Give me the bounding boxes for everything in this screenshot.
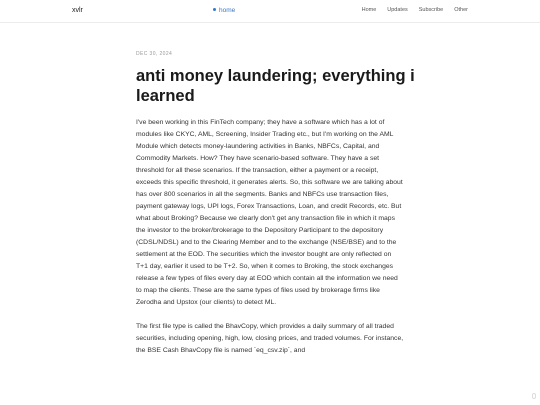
- scroll-indicator-icon[interactable]: [532, 393, 536, 399]
- nav-item-updates[interactable]: Updates: [387, 7, 408, 13]
- post-paragraph: The first file type is called the BhavCopy, which provides a daily summary of all traded securities, including opening, high, low, closing prices, and traded volumes. For instance, the BSE Cash BhavCopy file is named `eq_csv.zip`, and: [136, 323, 404, 354]
- home-link[interactable]: [213, 7, 235, 14]
- nav-item-subscribe[interactable]: Subscribe: [418, 7, 444, 13]
- nav-item-other[interactable]: Other: [454, 7, 468, 13]
- post-title: anti money laundering; everything i learned: [136, 67, 415, 105]
- post-date: DEC 30, 2024: [136, 51, 173, 57]
- top-navigation-bar: [0, 0, 540, 23]
- home-link-label: home: [219, 7, 236, 14]
- post-content: [136, 117, 404, 369]
- nav-item-home[interactable]: Home: [361, 7, 377, 13]
- site-brand[interactable]: xvlr: [72, 7, 83, 14]
- active-dot-icon: [213, 8, 216, 11]
- site-nav: [362, 7, 468, 13]
- post-paragraph: I've been working in this FinTech company; they have a software which has a lot of modules like CKYC, AML, Screening, Insider Trading etc., but I'm working on the AML Module which detects money-laundering activities in Banks, NBFCs, Capital, and Commodity Markets. How? They have scenario-based software. They have a set threshold for all these scenarios. If the transaction, either a payment or a receipt, exceeds this specific threshold, it generates alerts. So, this software we are talking about has over 800 scenarios in all the segments. Banks and NBFCs use transaction files, payment gateway logs, UPI logs, Forex Transactions, Loan, and credit Records, etc. But what about Broking? Because we clearly don't get any transaction file in which it maps the investor to the broker/brokerage to the Depository Participant to the depository (CDSL/NDSL) and to the Clearing Member and to the exchange (NSE/BSE) and to the settlement at the EOD. The securities which the investor bought are only reflected on T+1 day, earlier it used to be T+2. So, when it comes to Broking, the stock exchanges release a few types of files every day at EOD which contain all the information we need to map the clients. These are the same types of files used by brokerage firms like Zerodha and Upstox (our clients) to detect ML.: [136, 119, 403, 306]
